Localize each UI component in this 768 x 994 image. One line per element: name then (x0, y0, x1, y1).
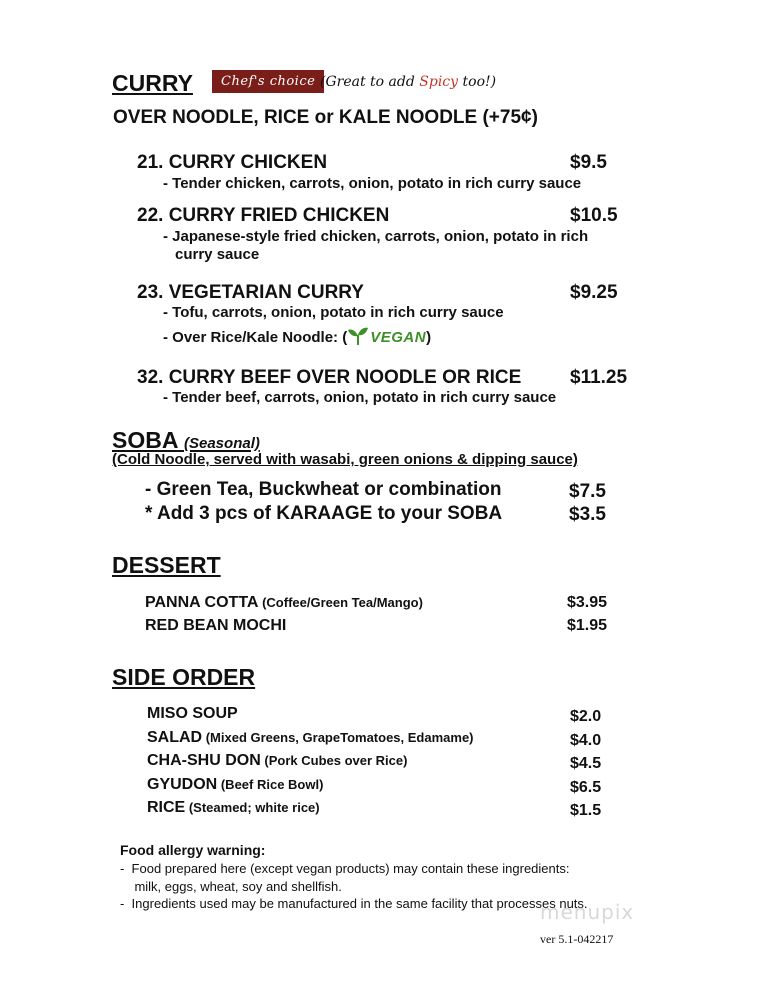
menu-item-desc: curry sauce (175, 246, 260, 263)
menu-item-name: 22. CURRY FRIED CHICKEN (137, 205, 390, 226)
menu-item-name: 23. VEGETARIAN CURRY (137, 282, 364, 303)
menu-item-price: $3.5 (569, 504, 606, 525)
menu-item-name: * Add 3 pcs of KARAAGE to your SOBA (145, 503, 503, 524)
version-label: ver 5.1-042217 (540, 932, 614, 946)
menu-item-desc: - Tender beef, carrots, onion, potato in rich curry sauce (163, 389, 557, 406)
menu-item-name: RED BEAN MOCHI (145, 617, 287, 634)
menu-item-name: - Green Tea, Buckwheat or combination (145, 479, 502, 500)
menu-item-name: PANNA COTTA (Coffee/Green Tea/Mango) (145, 594, 423, 611)
vegan-label: VEGAN (370, 328, 427, 346)
menu-item-price: $2.0 (570, 708, 602, 725)
curry-subtitle: OVER NOODLE, RICE or KALE NOODLE (+75¢) (113, 107, 538, 128)
menu-item-price: $4.0 (570, 732, 602, 749)
menu-item-desc: - Tender chicken, carrots, onion, potato in rich curry sauce (163, 175, 582, 192)
menu-item-price: $3.95 (567, 594, 608, 611)
vegan-line: - Over Rice/Kale Noodle: ( VEGAN) (163, 326, 431, 350)
sprout-icon (347, 326, 369, 350)
curry-title: CURRY (112, 70, 193, 96)
allergy-line: - Food prepared here (except vegan products) may contain these ingredients: (120, 861, 570, 876)
menu-item-price: $1.5 (570, 802, 602, 819)
menu-item-price: $4.5 (570, 755, 602, 772)
menu-item-price: $11.25 (570, 367, 628, 388)
menu-item-price: $10.5 (570, 205, 618, 226)
watermark: menupix (540, 900, 635, 924)
menu-item-name: RICE (Steamed; white rice) (147, 799, 320, 816)
allergy-title: Food allergy warning: (120, 842, 266, 858)
menu-item-name: 32. CURRY BEEF OVER NOODLE OR RICE (137, 367, 522, 388)
soba-title: SOBA (Seasonal) (112, 427, 260, 453)
menu-item-desc: - Tofu, carrots, onion, potato in rich curry sauce (163, 304, 504, 321)
spicy-note: (Great to add Spicy too!) (320, 74, 497, 90)
soba-subtitle: (Cold Noodle, served with wasabi, green onions & dipping sauce) (112, 451, 578, 468)
menu-item-price: $9.25 (570, 282, 618, 303)
menu-item-price: $1.95 (567, 617, 608, 634)
side-order-title: SIDE ORDER (112, 664, 256, 690)
allergy-line: milk, eggs, wheat, soy and shellfish. (120, 879, 342, 894)
menu-item-price: $7.5 (569, 481, 606, 502)
allergy-line: - Ingredients used may be manufactured in the same facility that processes nuts. (120, 896, 588, 911)
menu-item-desc: - Japanese-style fried chicken, carrots, onion, potato in rich (163, 228, 589, 245)
menu-item-price: $9.5 (570, 152, 607, 173)
chefs-choice-badge: Chef's choice (212, 70, 324, 93)
menu-item-name: 21. CURRY CHICKEN (137, 152, 328, 173)
menu-item-name: GYUDON (Beef Rice Bowl) (147, 776, 324, 793)
dessert-title: DESSERT (112, 552, 221, 578)
menu-item-price: $6.5 (570, 779, 602, 796)
menu-item-name: SALAD (Mixed Greens, GrapeTomatoes, Edamame) (147, 729, 474, 746)
menu-item-name: CHA-SHU DON (Pork Cubes over Rice) (147, 752, 408, 769)
menu-item-name: MISO SOUP (147, 705, 238, 722)
